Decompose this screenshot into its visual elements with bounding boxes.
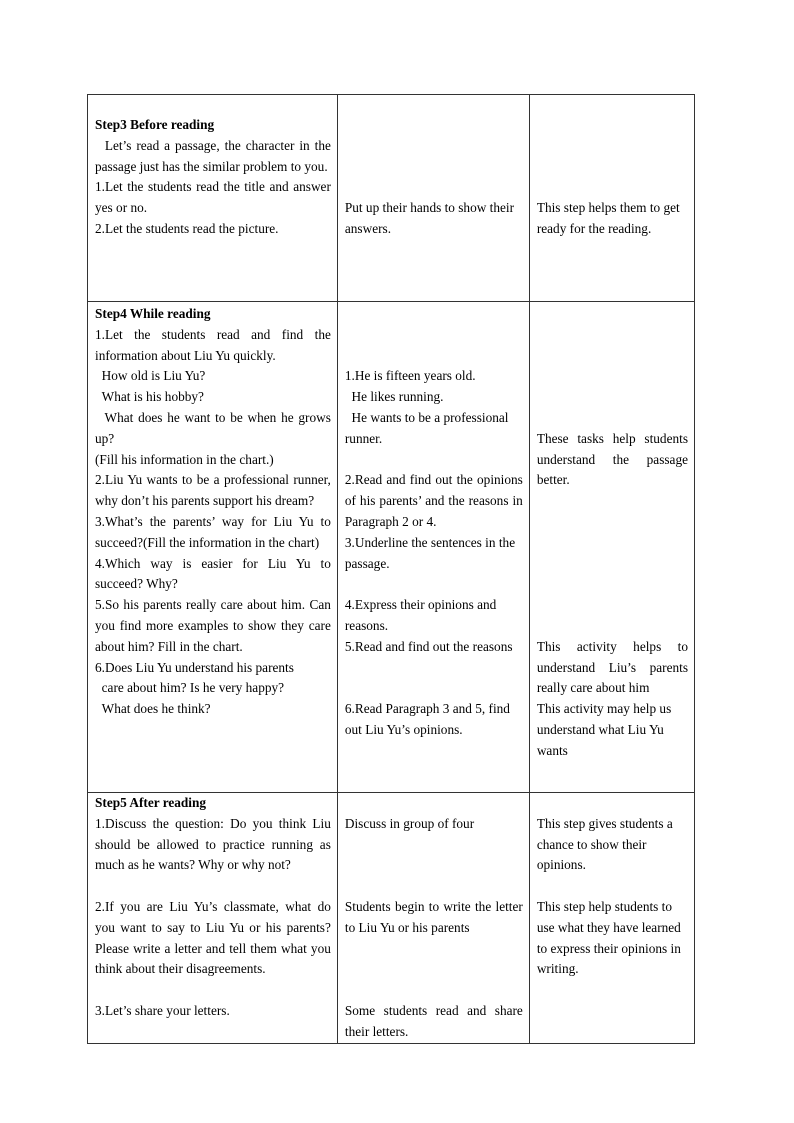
step5-task-3: 3.Let’s share your letters. (95, 1002, 230, 1018)
step4-answer-hobby: He likes running. (344, 389, 444, 405)
step4-purpose-2: This activity helps to understand Liu’s parents really care about him (536, 638, 688, 696)
step5-activity-2: Students begin to write the letter to Liu Yu or his parents (344, 898, 523, 935)
step4-question-future: What does he want to be when he grows up? (95, 409, 335, 446)
step4-answer-future: He wants to be a professional runner. (344, 409, 512, 446)
step4-heading: Step4 While reading (95, 306, 211, 321)
step5-purpose-1: This step gives students a chance to show their opinions. (536, 815, 673, 873)
lesson-plan-table (87, 94, 695, 1044)
table-row-step5 (88, 793, 695, 1044)
step5-purpose-2: This step help students to use what they have learned to express their opinions in writing. (536, 898, 681, 977)
step3-task-1: 1.Let the students read the title and answer yes or no. (95, 179, 331, 216)
step3-purpose-cell (529, 95, 694, 302)
step4-activity-3: 3.Underline the sentences in the passage. (344, 534, 516, 571)
step3-student-activity: Put up their hands to show their answers. (344, 200, 515, 236)
step3-purpose: This step helps them to get ready for the reading. (536, 200, 680, 236)
step5-procedure-cell (88, 793, 338, 1044)
step5-activity-3: Some students read and share their letters. (344, 1002, 523, 1039)
step4-activity-4: 4.Express their opinions and reasons. (344, 597, 497, 633)
step5-task-2: 2.If you are Liu Yu’s classmate, what do you want to say to Liu Yu or his parents? Please write a letter and tell them what you think about their disagreements. (95, 898, 331, 977)
table-row-step3 (88, 95, 695, 302)
step4-task-6-line2: care about him? Is he very happy? (95, 680, 285, 696)
step5-task-1: 1.Discuss the question: Do you think Liu should be allowed to practice running as much as he wants? Why or why not? (95, 815, 331, 873)
step4-question-hobby: What is his hobby? (95, 389, 204, 405)
step4-task-4: 4.Which way is easier for Liu Yu to succeed? Why? (95, 555, 331, 592)
step3-task-2: 2.Let the students read the picture. (95, 220, 279, 236)
step4-task-3: 3.What’s the parents’ way for Liu Yu to succeed?(Fill the information in the chart) (95, 513, 331, 550)
step4-activity-2: 2.Read and find out the opinions of his parents’ and the reasons in Paragraph 2 or 4. (344, 472, 523, 529)
step4-task-1: 1.Let the students read and find the information about Liu Yu quickly. (95, 326, 331, 363)
step5-purpose-cell (529, 793, 694, 1044)
step4-answer-age: 1.He is fifteen years old. (344, 368, 476, 384)
step5-heading: Step5 After reading (95, 795, 207, 810)
step4-activity-6: 6.Read Paragraph 3 and 5, find out Liu Yu’s opinions. (344, 701, 510, 737)
step4-task-5: 5.So his parents really care about him. Can you find more examples to show they care about him? Fill in the chart. (95, 597, 331, 654)
step3-intro: Let’s read a passage, the character in the passage just has the similar problem to you. (95, 137, 335, 174)
step4-question-age: How old is Liu Yu? (95, 368, 206, 384)
step5-student-activity-cell (337, 793, 529, 1044)
step4-purpose-3: This activity may help us understand what Liu Yu wants (536, 701, 672, 758)
step4-fill-note: (Fill his information in the chart.) (95, 451, 274, 467)
step5-activity-1: Discuss in group of four (344, 815, 475, 831)
step4-student-activity-cell (337, 302, 529, 793)
table-row-step4 (88, 302, 695, 793)
step3-procedure-cell (88, 95, 338, 302)
step3-heading: Step3 Before reading (95, 117, 215, 132)
step4-task-6-line3: What does he think? (95, 701, 211, 717)
step4-procedure-cell (88, 302, 338, 793)
step4-purpose-1: These tasks help students understand the passage better. (536, 430, 688, 488)
step4-task-6: 6.Does Liu Yu understand his parents (95, 659, 294, 675)
step4-task-2: 2.Liu Yu wants to be a professional runner, why don’t his parents support his dream? (95, 472, 331, 509)
lesson-plan-page (87, 94, 695, 1039)
step4-activity-5: 5.Read and find out the reasons (344, 638, 513, 654)
step3-student-activity-cell (337, 95, 529, 302)
step4-purpose-cell (529, 302, 694, 793)
